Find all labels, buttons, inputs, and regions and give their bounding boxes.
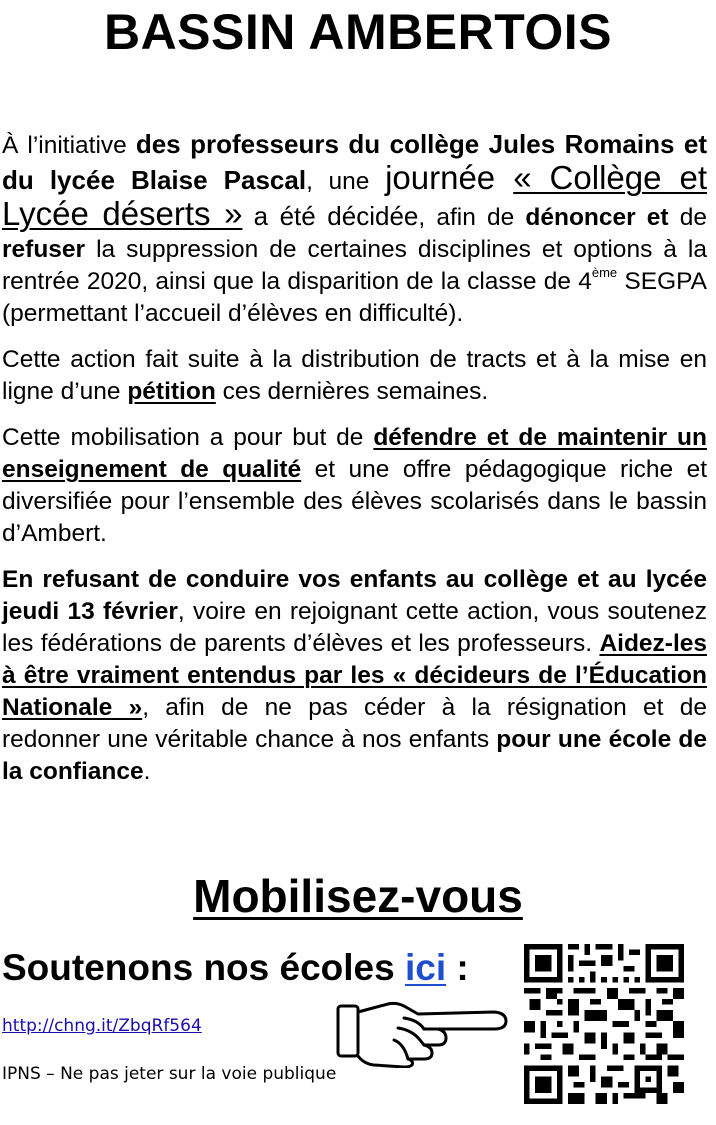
text-span: ces dernières semaines.: [215, 378, 489, 405]
text-span: À l’initiative: [2, 132, 136, 159]
mobilise-text: Mobilisez-vous: [193, 870, 523, 922]
text-span: .: [143, 758, 151, 785]
text-span: a été décidée: [253, 201, 419, 231]
text-span: SEGPA (permettant l’accueil d’élèves en difficulté).: [2, 268, 708, 327]
text-span: Cette mobilisation a pour but de: [2, 424, 374, 451]
pointing-hand-icon: [334, 990, 514, 1068]
text-span: journée: [385, 159, 496, 196]
text-span: pour une école de la confiance: [2, 726, 707, 785]
paragraph-call: [2, 564, 707, 788]
paragraph-mobilisation: [2, 422, 707, 550]
page-title: BASSIN AMBERTOIS: [103, 4, 613, 60]
text-span: pétition: [127, 378, 216, 405]
text-span: , une: [306, 168, 386, 195]
text-span: , voire en rejoignant cette action, vous soutenez les fédérations de parents d’élèves et les professeurs.: [2, 598, 707, 657]
main-text: [2, 128, 707, 802]
mobilise-heading: [0, 868, 716, 924]
text-span: refuser: [2, 236, 86, 263]
support-text: Soutenons nos écoles: [2, 947, 405, 988]
text-span: [495, 159, 513, 196]
text-span: la suppression de certaines disciplines et options à la rentrée 2020, ainsi que la disparition de la classe de 4: [2, 236, 707, 295]
text-span: de: [668, 204, 707, 231]
paragraph-petition: [2, 344, 707, 408]
text-span: , afin de: [418, 204, 526, 231]
superscript: ème: [591, 265, 618, 280]
text-span: défendre et de maintenir un enseignement de qualité: [2, 424, 707, 483]
text-span: En refusant de conduire vos enfants au collège et au lycée jeudi 13 février: [2, 566, 707, 625]
ici-link[interactable]: ici: [404, 947, 447, 988]
petition-url[interactable]: http://chng.it/ZbqRf564: [2, 1016, 202, 1036]
qr-code: [524, 944, 684, 1104]
paragraph-intro: [2, 128, 707, 330]
text-span: « Collège et Lycée déserts »: [2, 159, 708, 232]
text-span: Aidez-les à être vraiment entendus par les « décideurs de l’Éducation Nationale »: [2, 630, 707, 721]
support-colon: :: [446, 947, 469, 988]
text-span: , afin de ne pas céder à la résignation et de redonner une véritable chance à nos enfants: [2, 694, 707, 753]
ipns-footer: IPNS – Ne pas jeter sur la voie publique: [2, 1064, 337, 1084]
text-span: des professeurs du collège Jules Romains et du lycée Blaise Pascal: [2, 129, 707, 195]
text-span: dénoncer et: [525, 204, 669, 231]
text-span: et une offre pédagogique riche et diversifiée pour l’ensemble des élèves scolarisés dans le bassin d’Ambert.: [2, 456, 707, 547]
support-line: [2, 944, 469, 992]
text-span: Cette action fait suite à la distribution de tracts et à la mise en ligne d’une: [2, 346, 707, 405]
